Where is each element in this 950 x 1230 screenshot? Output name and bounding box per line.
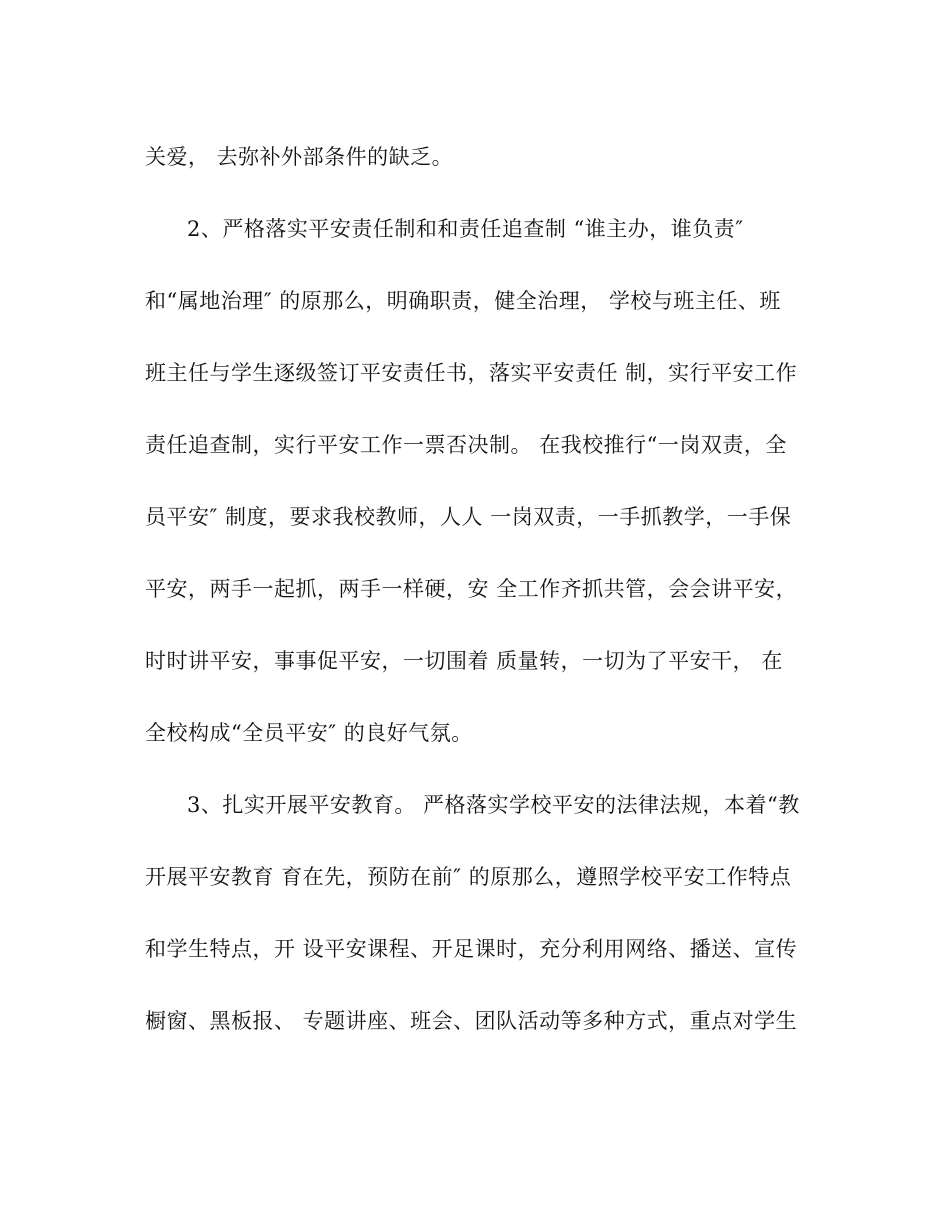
text-line-7: 平安，两手一起抓，两手一样硬，安 全工作齐抓共管，会会讲平安， <box>145 577 798 601</box>
text-line-10: 3、扎实开展平安教育。 严格落实学校平安的法律法规，本着“教 <box>187 793 800 817</box>
text-line-6: 员平安″ 制度，要求我校教师，人人 一岗双责，一手抓教学，一手保 <box>145 505 792 529</box>
text-line-9: 全校构成“全员平安″ 的良好气氛。 <box>145 721 473 745</box>
text-line-11: 开展平安教育 育在先，预防在前″ 的原那么，遵照学校平安工作特点 <box>145 865 792 889</box>
text-line-3: 和“属地治理″ 的原那么，明确职责，健全治理， 学校与班主任、班 <box>145 289 781 313</box>
text-line-1: 关爱， 去弥补外部条件的缺乏。 <box>145 145 454 169</box>
text-line-5: 责任追查制，实行平安工作一票否决制。 在我校推行“一岗双责，全 <box>145 433 787 457</box>
text-line-4: 班主任与学生逐级签订平安责任书，落实平安责任 制，实行平安工作 <box>145 361 798 385</box>
text-line-13: 橱窗、黑板报、 专题讲座、班会、团队活动等多种方式，重点对学生 <box>145 1009 798 1033</box>
text-line-12: 和学生特点，开 设平安课程、开足课时，充分利用网络、播送、宣传 <box>145 937 798 961</box>
text-line-8: 时时讲平安，事事促平安，一切围着 质量转，一切为了平安干， 在 <box>145 649 783 673</box>
text-line-2: 2、严格落实平安责任制和和责任追查制 “谁主办，谁负责″ <box>187 217 744 241</box>
